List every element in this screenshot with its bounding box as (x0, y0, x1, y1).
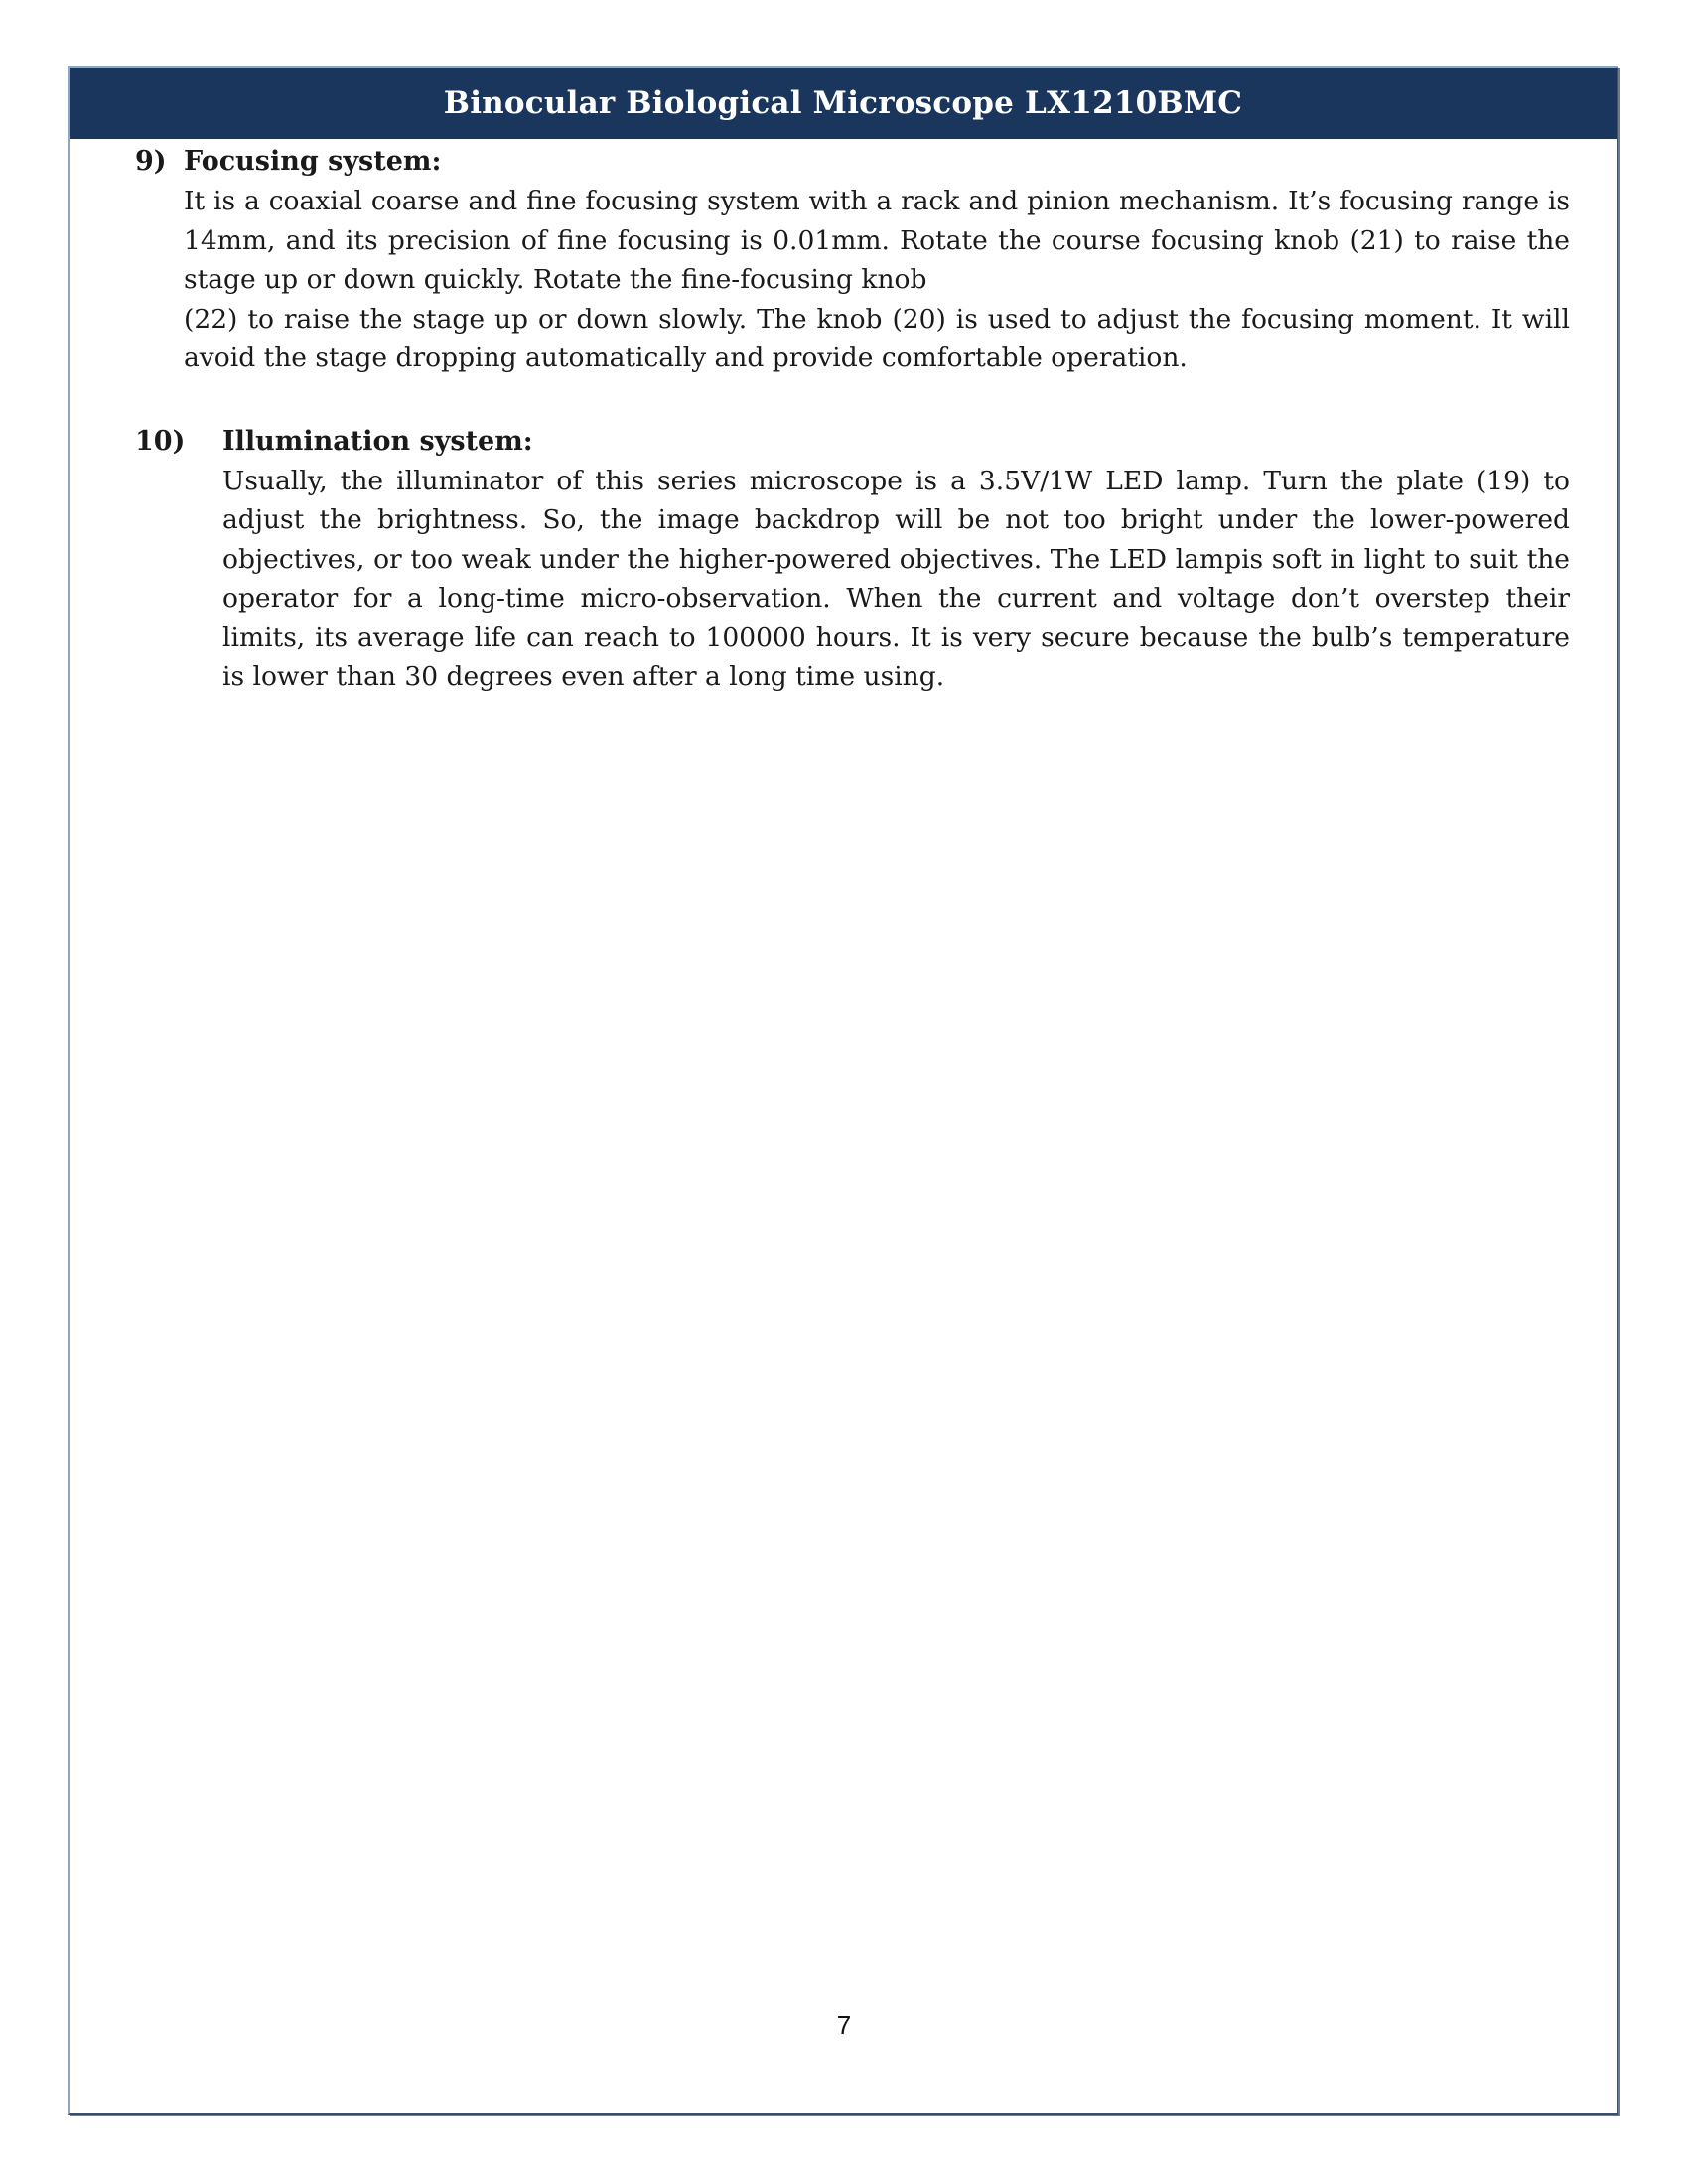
section-body (222, 462, 1570, 697)
document-content (135, 142, 1570, 741)
section-body (184, 182, 1570, 378)
page-number: 7 (836, 2010, 852, 2040)
document-title: Binocular Biological Microscope LX1210BMC (443, 85, 1243, 121)
paragraph: Usually, the illuminator of this series microscope is a 3.5V/1W LED lamp. Turn the plate (19) to adjust the brightness. So, the image backdrop will be not too bright under the lower-powered objectives, or too weak under the higher-powered objectives. The LED lampis soft in light to suit the operator for a long-time micro-observation. When the current and voltage don’t overstep their limits, its average life can reach to 100000 hours. It is very secure because the bulb’s temperature is lower than 30 degrees even after a long time using. (222, 465, 1570, 692)
section-heading (135, 142, 1570, 182)
section-title: Illumination system: (222, 425, 533, 457)
section-heading (135, 422, 1570, 462)
paragraph: (22) to raise the stage up or down slowly. The knob (20) is used to adjust the focusing moment. It will avoid the stage dropping automatically and provide comfortable operation. (184, 303, 1570, 373)
section-focusing-system (135, 142, 1570, 378)
section-number: 10) (135, 425, 186, 457)
paragraph: It is a coaxial coarse and fine focusing system with a rack and pinion mechanism. It’s focusing range is 14mm, and its precision of fine focusing is 0.01mm. Rotate the course focusing knob (21) to raise the stage up or down quickly. Rotate the fine-focusing knob (184, 186, 1570, 295)
section-title: Focusing system: (184, 146, 442, 177)
section-number: 9) (135, 146, 167, 177)
header-bar (70, 68, 1617, 139)
section-illumination-system (135, 422, 1570, 697)
